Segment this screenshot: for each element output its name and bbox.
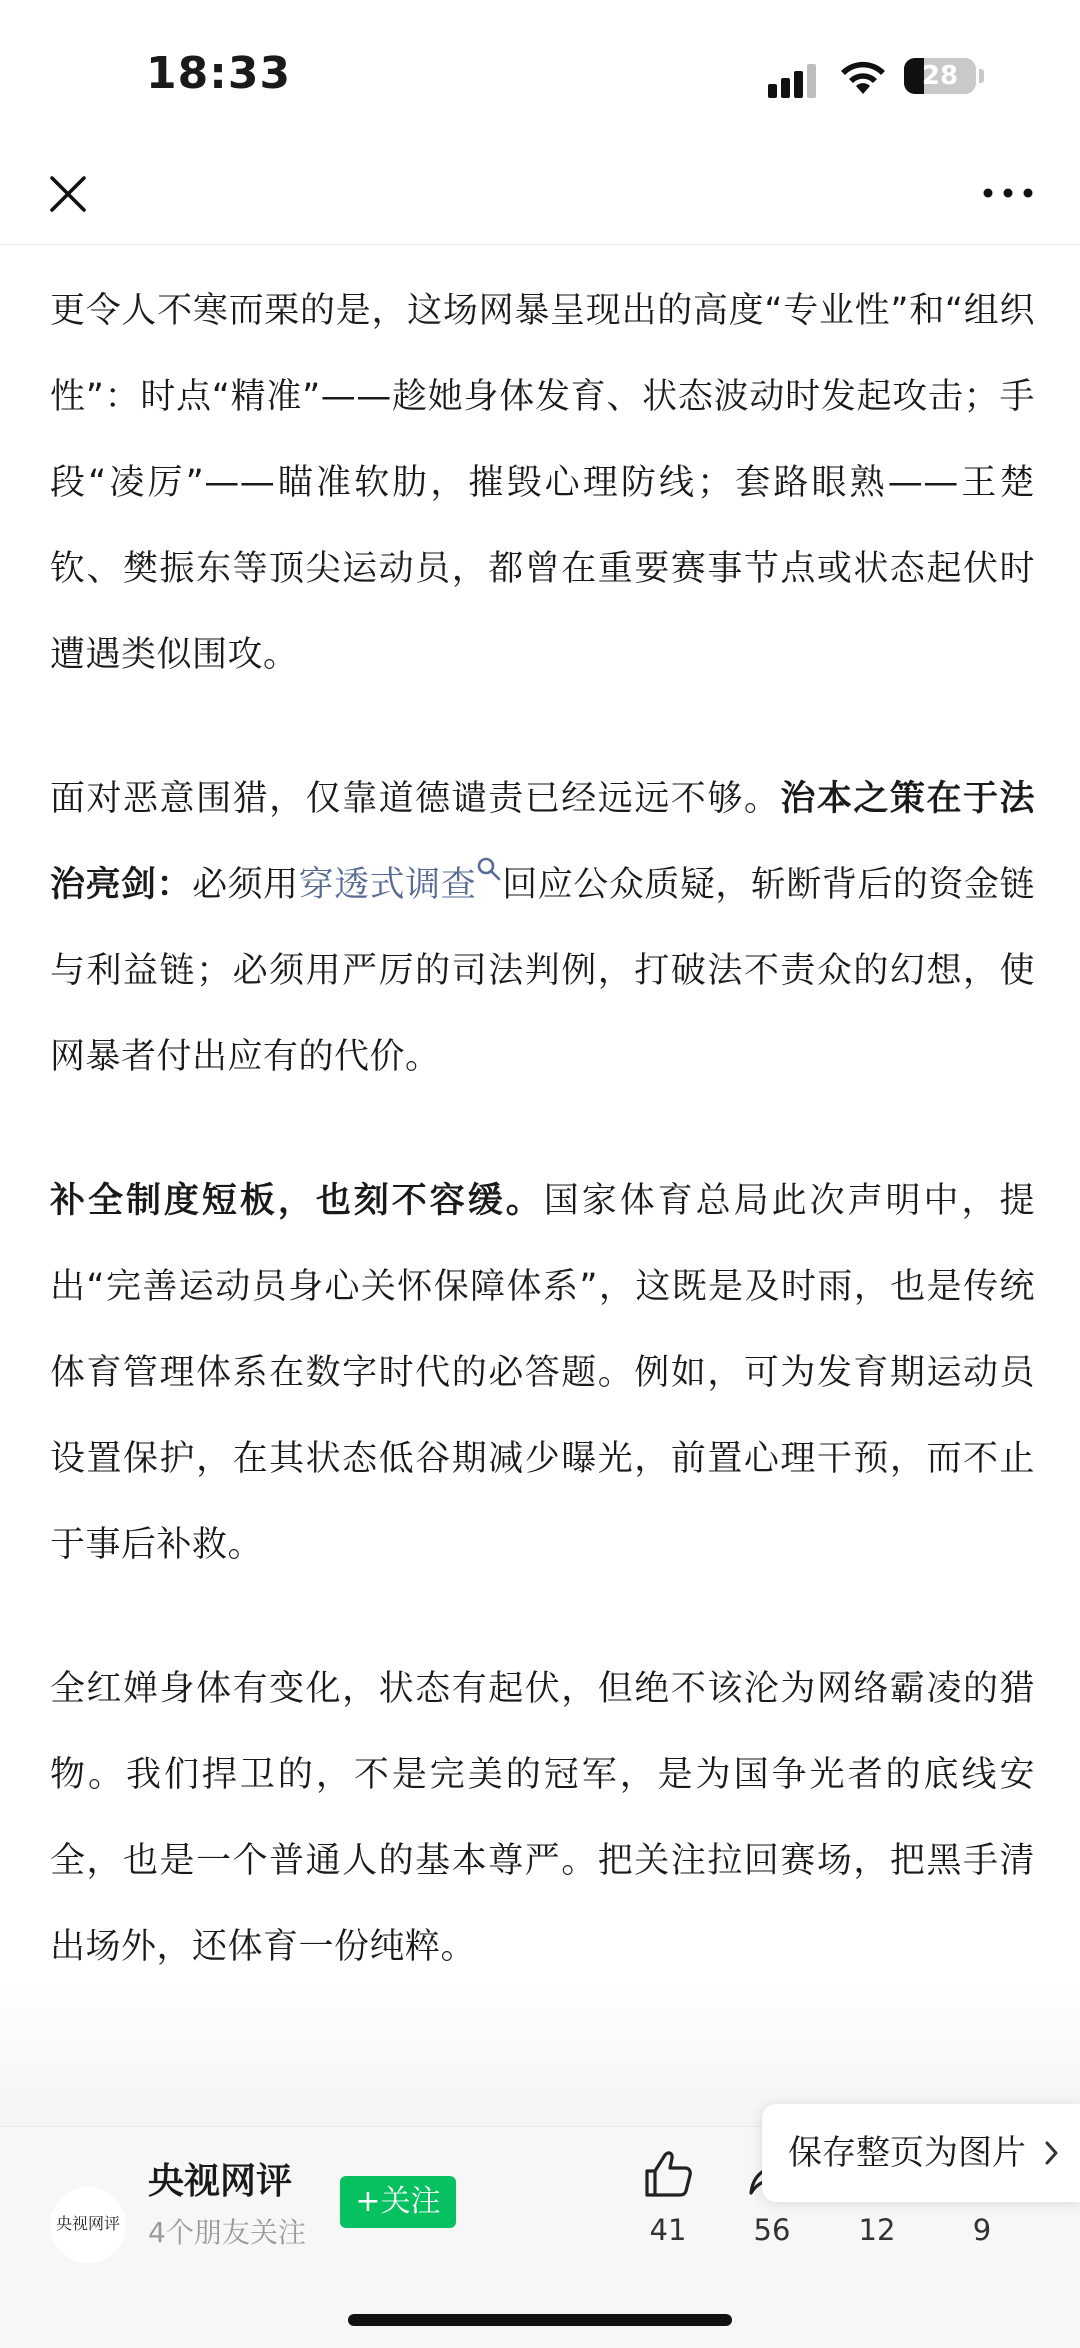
- save-popup-label: 保存整页为图片: [788, 2133, 1026, 2173]
- paragraph-2-mid: 必须用: [192, 865, 299, 905]
- signal-icon: [768, 62, 820, 98]
- more-icon[interactable]: [980, 178, 1036, 208]
- search-link[interactable]: [299, 865, 503, 905]
- article-body: [50, 268, 1035, 2048]
- thumbs-up-icon: [641, 2147, 695, 2201]
- paragraph-3-bold: 补全制度短板，也刻不容缓。: [50, 1181, 544, 1221]
- paragraph-1: 更令人不寒而栗的是，这场网暴呈现出的高度“专业性”和“组织性”：时点“精准”——趁她身体发育、状态波动时发起攻击；手段“凌厉”——瞄准软肋，摧毁心理防线；套路眼熟——王楚钦、樊振东等顶尖运动员，都曾在重要赛事节点或状态起伏时遭遇类似围攻。: [50, 291, 1035, 675]
- author-name[interactable]: 央视网评: [148, 2161, 293, 2202]
- status-time: 18:33: [146, 48, 292, 99]
- close-icon[interactable]: [44, 170, 92, 218]
- follow-button[interactable]: +关注: [340, 2176, 456, 2228]
- like-button[interactable]: [628, 2147, 708, 2277]
- author-avatar[interactable]: [50, 2187, 126, 2263]
- wifi-icon: [838, 56, 888, 96]
- battery-icon: [904, 58, 976, 94]
- paragraph-3-rest: 国家体育总局此次声明中，提出“完善运动员身心关怀保障体系”，这既是及时雨，也是传统体育管理体系在数字时代的必答题。例如，可为发育期运动员设置保护，在其状态低谷期减少曝光，前置心理干预，而不止于事后补救。: [50, 1181, 1035, 1565]
- battery-level: 28: [921, 61, 959, 91]
- paragraph-3: [50, 1158, 1035, 1588]
- paragraph-4: 全红婵身体有变化，状态有起伏，但绝不该沦为网络霸凌的猎物。我们捍卫的，不是完美的冠军，是为国争光者的底线安全，也是一个普通人的基本尊严。把关注拉回赛场，把黑手清出场外，还体育一份纯粹。: [50, 1669, 1035, 1967]
- nav-bar: [0, 150, 1080, 245]
- paragraph-2: [50, 756, 1035, 1100]
- home-indicator: [348, 2314, 732, 2326]
- favorite-count: 12: [858, 2213, 896, 2247]
- save-page-as-image-button[interactable]: [762, 2104, 1080, 2202]
- like-count: 41: [649, 2213, 687, 2247]
- share-count: 56: [753, 2213, 791, 2247]
- search-link-text: 穿透式调查: [298, 865, 477, 905]
- comment-count: 9: [972, 2213, 992, 2247]
- battery-tip: [979, 69, 984, 83]
- author-logo-text: 央视网评: [55, 2214, 120, 2233]
- paragraph-2-intro: 面对恶意围猎，仅靠道德谴责已经远远不够。: [50, 779, 781, 819]
- status-bar: [0, 0, 1080, 150]
- chevron-right-icon: [1044, 2140, 1060, 2166]
- paragraph-2-bold: 治本之策在于法治亮剑：: [50, 779, 1035, 905]
- friends-following: 4个朋友关注: [148, 2216, 306, 2249]
- paragraph-2-rest: 回应公众质疑，斩断背后的资金链与利益链；必须用严厉的司法判例，打破法不责众的幻想，使网暴者付出应有的代价。: [50, 865, 1035, 1077]
- search-icon: [476, 856, 502, 882]
